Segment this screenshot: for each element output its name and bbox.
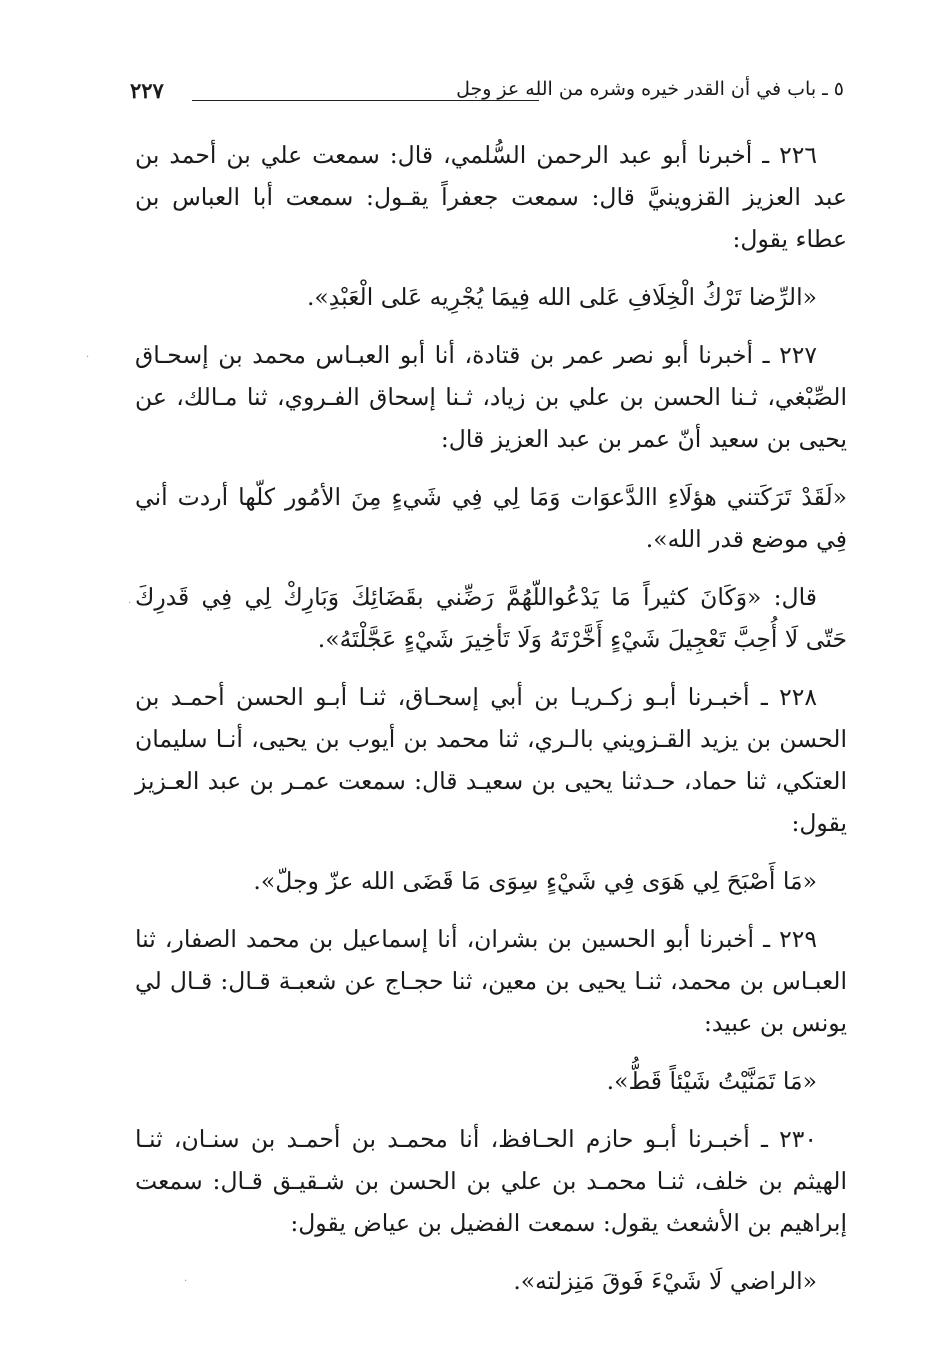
quote-228: «مَا أَصْبَحَ لِي هَوَى فِي شَيْءٍ سِوَى مَا قَضَى الله عزّ وجلّ». — [253, 867, 817, 895]
paragraph-228: ٢٢٨ ـ أخبـرنا أبـو زكـريـا بن أبي إسحـاق، ثنـا أبـو الحسن أحمـد بن الحسن بن يزيد القـزويني بالـري، ثنا محمد بن أيوب بن يحيى، أنـا سليمان العتكي، ثنا حماد، حـدثنا يحيى بن سعيـد قال: سمعت عمـر بن عبد العـزيز يقول: — [135, 683, 847, 837]
chapter-title: ٥ ـ باب في أن القدر خيره وشره من الله عز وجل — [456, 78, 844, 100]
margin-speck: · — [86, 352, 90, 363]
quote-227: «لَقَدْ تَرَكَتني هؤلَاءِ االدَّعوَات وَمَا لِي فِي شَيءٍ مِنَ الأمُور كلّها أردت أني فِي موضع قدر الله». — [135, 483, 847, 553]
paragraph-227-continued: قال: «وَكَانَ كثيراً مَا يَدْعُواللّهُمَّ رَضِّني بقَضَائِكَ وَبَارِكْ لِي فِي قَدرِكَ حَتّى لَا أُحِبَّ تَعْجِيلَ شَيْءٍ أَخَّرْتَهُ وَلَا تَأخِيرَ شَيْءٍ عَجَّلْتَهُ». — [135, 583, 847, 653]
page-number: ٢٢٧ — [130, 78, 164, 103]
quote-226: «الرِّضا تَرْكُ الْخِلَافِ عَلى الله فِيمَا يُجْرِيه عَلى الْعَبْدِ». — [306, 283, 817, 311]
quote-229: «مَا تَمَنَّيْتُ شَيْئاً قَطُّ». — [606, 1067, 817, 1095]
margin-speck: · — [184, 1276, 188, 1287]
quote-230: «الراضي لَا شَيْءَ فَوقَ مَنِزلته». — [513, 1267, 817, 1295]
running-header — [130, 76, 844, 112]
header-rule — [192, 100, 539, 101]
paragraph-226: ٢٢٦ ـ أخبرنا أبو عبد الرحمن السُّلمي، قال: سمعت علي بن أحمد بن عبد العزيز القزوينيَّ قال: سمعت جعفراً يقـول: سمعت أبا العباس بن عطاء يقول: — [135, 141, 847, 253]
paragraph-227: ٢٢٧ ـ أخبرنا أبو نصر عمر بن قتادة، أنا أبو العبـاس محمد بن إسحـاق الصِّبْغي، ثـنا الحسن بن علي بن زياد، ثـنا إسحاق الفـروي، ثنا مـالك، عن يحيى بن سعيد أنّ عمر بن عبد العزيز قال: — [135, 341, 847, 453]
paragraph-230: ٢٣٠ ـ أخبـرنا أبـو حازم الحـافظ، أنا محمـد بن أحمـد بن سنـان، ثنـا الهيثم بن خلف، ثنـا محمـد بن علي بن الحسن بن شـقيـق قـال: سمعت إبراهيم بن الأشعث يقول: سمعت الفضيل بن عياض يقول: — [135, 1125, 847, 1237]
page-body — [135, 134, 847, 1318]
margin-speck: · — [128, 598, 132, 609]
paragraph-229: ٢٢٩ ـ أخبرنا أبو الحسين بن بشران، أنا إسماعيل بن محمد الصفار، ثنا العبـاس بن محمد، ثنـا يحيى بن معين، ثنا حجـاج عن شعبـة قـال: قـال لي يونس بن عبيد: — [135, 925, 847, 1037]
